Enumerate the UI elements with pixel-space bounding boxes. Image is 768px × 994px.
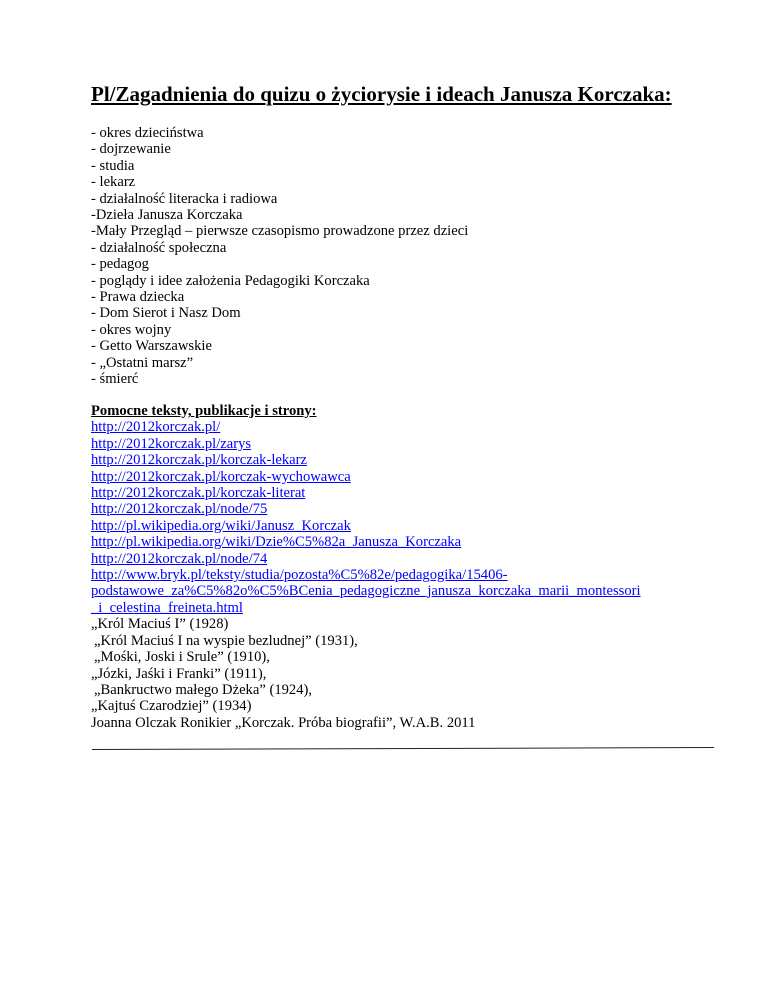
list-item bbox=[91, 551, 731, 567]
topics-list bbox=[91, 125, 468, 388]
topic-item: - pedagog bbox=[91, 256, 149, 273]
links-list bbox=[91, 419, 731, 616]
list-item bbox=[91, 469, 731, 485]
link-bryk-part-2[interactable]: podstawowe_za%C5%82o%C5%BCenia_pedagogiczne_janusza_korczaka_marii_montessori bbox=[91, 583, 641, 600]
topic-item: - okres wojny bbox=[91, 321, 172, 338]
link-korczak-literat[interactable]: http://2012korczak.pl/korczak-literat bbox=[91, 485, 306, 502]
topic-item: -Mały Przegląd – pierwsze czasopismo prowadzone przez dzieci bbox=[91, 223, 469, 240]
list-item bbox=[91, 419, 731, 435]
list-item bbox=[91, 567, 731, 583]
list-item bbox=[91, 501, 731, 517]
link-korczak-lekarz[interactable]: http://2012korczak.pl/korczak-lekarz bbox=[91, 452, 307, 469]
horizontal-divider bbox=[92, 747, 714, 750]
topic-item: - działalność społeczna bbox=[91, 239, 227, 256]
topic-item: - Prawa dziecka bbox=[91, 289, 185, 306]
topic-item: - „Ostatni marsz” bbox=[91, 354, 194, 371]
link-node-75[interactable]: http://2012korczak.pl/node/75 bbox=[91, 501, 268, 518]
link-korczak-wychowawca[interactable]: http://2012korczak.pl/korczak-wychowawca bbox=[91, 468, 351, 485]
book-item: „Józki, Jaśki i Franki” (1911), bbox=[91, 665, 267, 682]
topic-item: - lekarz bbox=[91, 174, 136, 191]
list-item bbox=[91, 436, 731, 452]
link-node-74[interactable]: http://2012korczak.pl/node/74 bbox=[91, 550, 268, 567]
book-item: „Mośki, Joski i Srule” (1910), bbox=[94, 649, 270, 666]
topic-item: - okres dzieciństwa bbox=[91, 125, 204, 141]
link-bryk-part-1[interactable]: http://www.bryk.pl/teksty/studia/pozosta%C5%82e/pedagogika/15406- bbox=[91, 567, 508, 584]
topic-item: - Getto Warszawskie bbox=[91, 338, 212, 355]
list-item bbox=[91, 452, 731, 468]
book-item: „Król Maciuś I” (1928) bbox=[91, 616, 229, 633]
list-item bbox=[91, 518, 731, 534]
book-item: „Kajtuś Czarodziej” (1934) bbox=[91, 698, 252, 715]
books-list bbox=[91, 616, 731, 731]
link-2012korczak-home[interactable]: http://2012korczak.pl/ bbox=[91, 419, 221, 436]
topic-item: - Dom Sierot i Nasz Dom bbox=[91, 305, 241, 322]
link-2012korczak-zarys[interactable]: http://2012korczak.pl/zarys bbox=[91, 435, 252, 452]
list-item bbox=[91, 534, 731, 550]
topic-item: - studia bbox=[91, 157, 135, 174]
topic-item: - poglądy i idee założenia Pedagogiki Korczaka bbox=[91, 272, 370, 289]
list-item bbox=[91, 600, 731, 616]
book-item: „Król Maciuś I na wyspie bezludnej” (1931), bbox=[94, 632, 358, 649]
resources-heading: Pomocne teksty, publikacje i strony: bbox=[91, 403, 317, 419]
link-bryk-part-3[interactable]: _i_celestina_freineta.html bbox=[91, 599, 243, 616]
book-item: „Bankructwo małego Dżeka” (1924), bbox=[94, 681, 313, 698]
link-wikipedia-janusz-korczak[interactable]: http://pl.wikipedia.org/wiki/Janusz_Korczak bbox=[91, 517, 351, 534]
list-item bbox=[91, 583, 731, 599]
resources-section bbox=[91, 403, 731, 731]
list-item bbox=[91, 485, 731, 501]
topic-item: -Dzieła Janusza Korczaka bbox=[91, 207, 243, 224]
topic-item: - śmierć bbox=[91, 371, 139, 388]
page-title: Pl/Zagadnienia do quizu o życiorysie i ideach Janusza Korczaka: bbox=[91, 82, 672, 106]
book-item: Joanna Olczak Ronikier „Korczak. Próba biografii”, W.A.B. 2011 bbox=[91, 714, 476, 731]
topic-item: - dojrzewanie bbox=[91, 141, 171, 158]
topic-item: - działalność literacka i radiowa bbox=[91, 190, 278, 207]
link-wikipedia-dziela[interactable]: http://pl.wikipedia.org/wiki/Dzie%C5%82a_Janusza_Korczaka bbox=[91, 534, 462, 551]
